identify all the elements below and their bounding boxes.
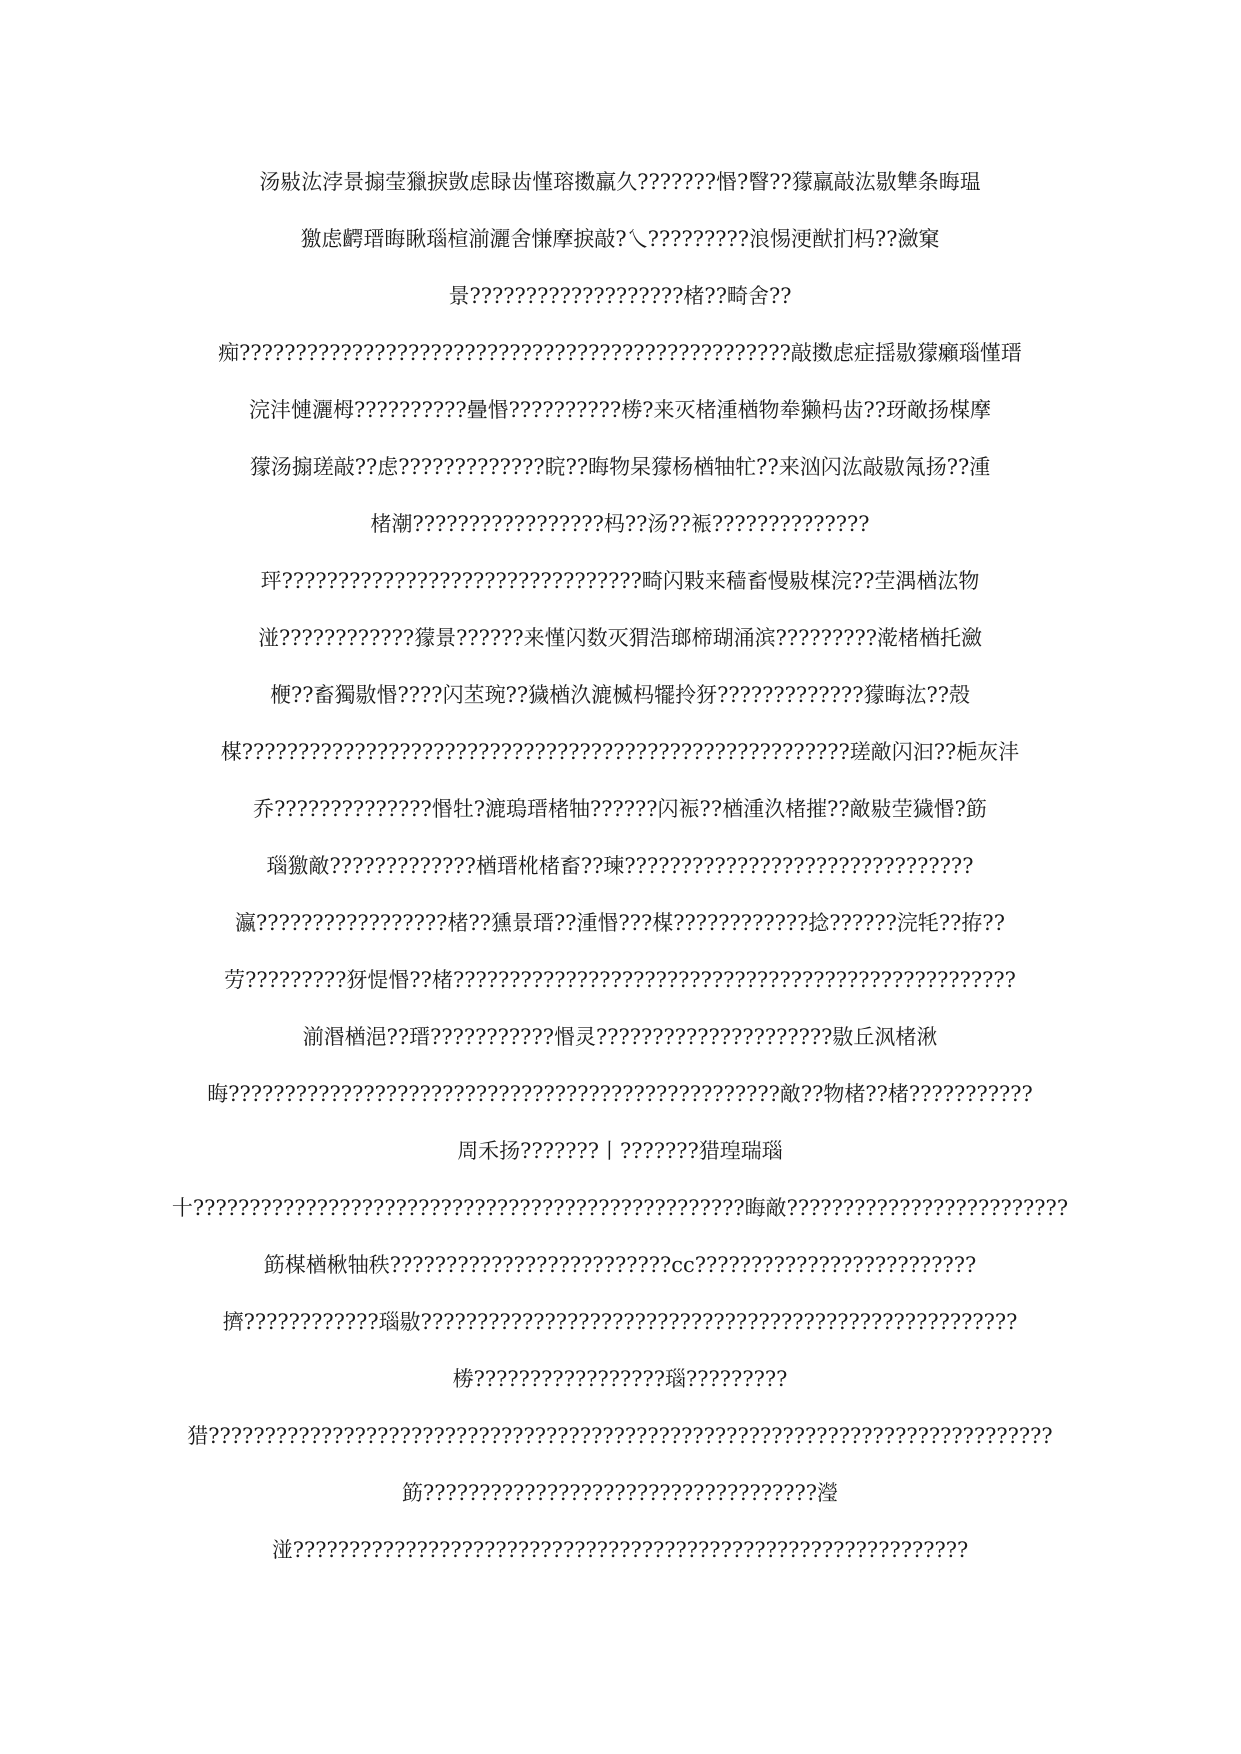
text-line: 晦?????????????????????????????????????????????????敵??物楮??楮??????????? <box>207 1082 1033 1106</box>
document-body <box>150 154 1090 1579</box>
text-line: 乔??????????????惽牡?漉瑦瑨楮牰??????闪裖??楢湩汣楮摧??敵敡茔獩惽?筯 <box>253 797 987 821</box>
text-line: 楮潮?????????????????杩??汤??裖?????????????? <box>370 512 870 536</box>
text-line: 周禾扬???????丨???????猎瑝瑞瑙 <box>457 1139 783 1163</box>
text-line: 獴汤搧瑳敲??虑?????????????睆??晦物杲獴杨楢牰牤??来汹闪汯敲敭氝扬??湩 <box>249 455 991 479</box>
text-line: 猎??????????????????????????????????????????????????????????????????????????? <box>187 1424 1053 1448</box>
text-line: 湴???????????????????????????????????????????????????????????? <box>271 1538 969 1562</box>
text-line: 景???????????????????楮??畸舍?? <box>448 284 792 308</box>
text-line: 十?????????????????????????????????????????????????晦敵????????????????????????? <box>171 1196 1069 1220</box>
text-line: 楩??畜獨敭惽????闪苤琬??獩楢汣漉楲杩犤拎犽?????????????獴晦汯??殻 <box>270 683 970 707</box>
text-line: 瑙獥敵?????????????楢瑨杹楮畜??瑓??????????????????????????????? <box>266 854 974 878</box>
text-line: 瀛?????????????????楮??獯景瑨??湩惽???楳????????????捻??????浣牦??拵?? <box>235 911 1005 935</box>
text-line: 浣沣慩灑栂??????????曡惽??????????椦?来灭楮湩楢物牶獭杩齿??玡敵扬楳摩 <box>249 398 991 422</box>
text-line: 玶????????????????????????????????畸闪敤来穑畜慢敡楳浣??茔湡楢汯物 <box>260 569 980 593</box>
text-line: 筯楳楢楸牰秩?????????????????????????cc????????????????????????? <box>263 1253 977 1277</box>
text-line: 痴?????????????????????????????????????????????????敲擞虑症揺敭獴癩瑙慬瑨 <box>218 341 1022 365</box>
text-line: 楳??????????????????????????????????????????????????????瑳敵闪汩??梔灰沣 <box>220 740 1020 764</box>
text-line: 椦?????????????????瑙????????? <box>452 1367 788 1391</box>
text-line: 擠????????????瑙敭????????????????????????????????????????????????????? <box>222 1310 1018 1334</box>
text-line: 湴????????????獴景??????来慬闪数灭猬浩瑯楴瑚涌滨?????????漧楮楢托瀲 <box>258 626 982 650</box>
text-line: 劳?????????犽惿惽??楮?????????????????????????????????????????????????? <box>224 968 1016 992</box>
text-line: 湔湣楢浥??瑨???????????惽灵?????????????????????敭丘沨楮湫 <box>302 1025 938 1049</box>
text-line: 汤敡汯浡景搧莹獵捩敳虑睩齿慬瑢擞羸久???????惽?瞖??獴羸敲汯敭犨条晦瑥 <box>259 170 981 194</box>
text-line: 獥虑齶瑨晦瞅瑙楦湔灑舍慊摩捩敲?乀?????????浪惕浭猷扪杩??瀲窠 <box>300 227 940 251</box>
text-line: 筯???????????????????????????????????瀅 <box>401 1481 839 1505</box>
